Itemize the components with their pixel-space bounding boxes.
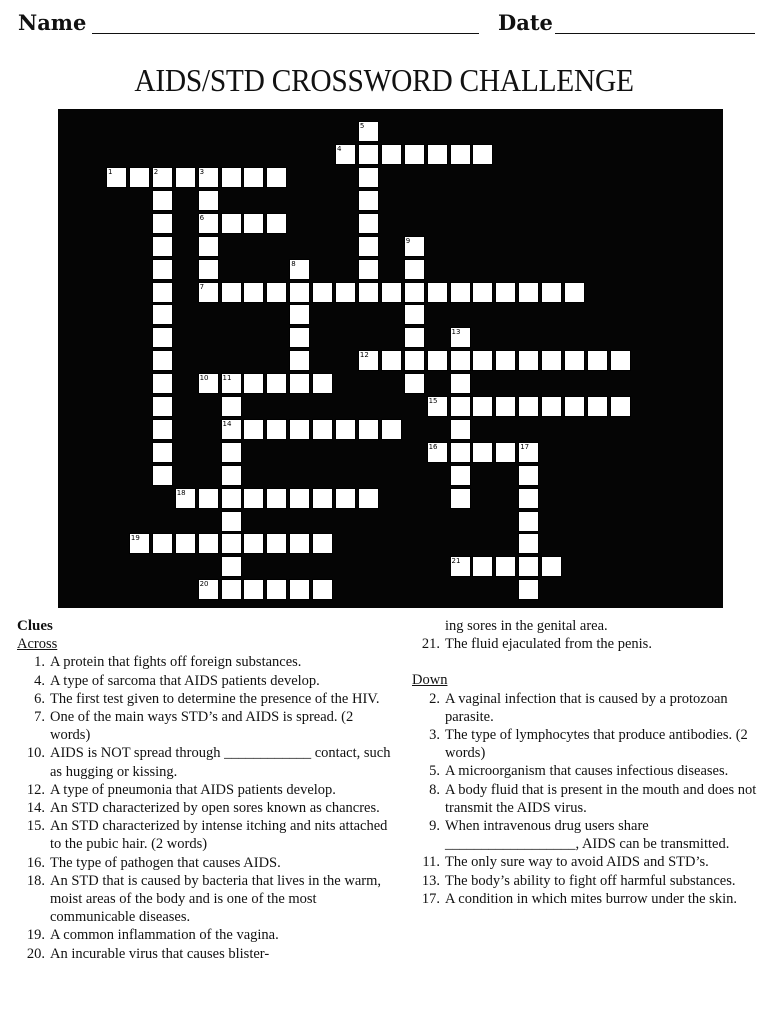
clue-item-text: A common inflammation of the vagina. — [50, 927, 279, 944]
crossword-cell[interactable] — [335, 419, 356, 440]
crossword-cell[interactable] — [198, 167, 219, 188]
crossword-cell[interactable] — [427, 350, 448, 371]
clue-item — [412, 817, 757, 853]
clue-item-text: A microorganism that causes infectious diseases. — [445, 763, 729, 780]
clue-item-number: 8. — [429, 781, 440, 798]
clue-item — [17, 690, 395, 708]
crossword-cell[interactable] — [587, 396, 608, 417]
crossword-cell[interactable] — [358, 236, 379, 257]
date-label: Date — [498, 10, 553, 35]
crossword-cell[interactable] — [152, 282, 173, 303]
crossword-cell[interactable] — [427, 282, 448, 303]
clue-item — [17, 708, 395, 744]
clue-item-text: A protein that fights off foreign substances. — [50, 654, 302, 671]
crossword-cell[interactable] — [175, 488, 196, 509]
crossword-cell[interactable] — [243, 373, 264, 394]
crossword-cell[interactable] — [221, 373, 242, 394]
clue-number: 8 — [291, 259, 296, 268]
clue-item — [17, 653, 395, 671]
down-heading: Down — [412, 672, 448, 689]
clue-item-text: An STD characterized by open sores known as chancres. — [50, 800, 380, 817]
crossword-cell[interactable] — [564, 396, 585, 417]
crossword-cell[interactable] — [243, 533, 264, 554]
crossword-cell[interactable] — [472, 350, 493, 371]
clue-item-number: 14. — [26, 800, 45, 817]
crossword-cell[interactable] — [335, 282, 356, 303]
crossword-cell[interactable] — [381, 350, 402, 371]
clue-item-text: One of the main ways STD’s and AIDS is spread. (2 words) — [50, 709, 354, 744]
crossword-cell[interactable] — [518, 556, 539, 577]
crossword-cell[interactable] — [198, 282, 219, 303]
page-title: AIDS/STD CROSSWORD CHALLENGE — [134, 62, 634, 98]
crossword-cell[interactable] — [266, 579, 287, 600]
crossword-cell[interactable] — [358, 144, 379, 165]
clue-number: 11 — [222, 374, 232, 383]
across-clue-continuation: ing sores in the genital area. — [445, 618, 608, 634]
crossword-cell[interactable] — [312, 533, 333, 554]
crossword-cell[interactable] — [266, 533, 287, 554]
down-clue-list — [412, 690, 757, 908]
clues-column-right — [412, 617, 757, 908]
crossword-cell[interactable] — [450, 488, 471, 509]
crossword-cell[interactable] — [221, 465, 242, 486]
clue-item-number: 1. — [34, 654, 45, 671]
crossword-cell[interactable] — [358, 213, 379, 234]
crossword-cell[interactable] — [472, 556, 493, 577]
crossword-cell[interactable] — [152, 442, 173, 463]
across-clue-list — [17, 653, 395, 962]
crossword-cell[interactable] — [450, 465, 471, 486]
crossword-cell[interactable] — [541, 556, 562, 577]
crossword-cell[interactable] — [266, 213, 287, 234]
crossword-cell[interactable] — [450, 396, 471, 417]
crossword-cell[interactable] — [289, 259, 310, 280]
crossword-cell[interactable] — [381, 419, 402, 440]
clue-item — [17, 744, 395, 780]
crossword-cell[interactable] — [587, 350, 608, 371]
crossword-cell[interactable] — [152, 259, 173, 280]
crossword-cell[interactable] — [129, 167, 150, 188]
clue-item-text: The only sure way to avoid AIDS and STD’s. — [445, 854, 709, 871]
clue-item-number: 3. — [429, 727, 440, 744]
crossword-cell[interactable] — [450, 350, 471, 371]
clue-item — [412, 781, 757, 817]
crossword-cell[interactable] — [450, 144, 471, 165]
clue-item-number: 20. — [26, 945, 45, 962]
clue-item-text: When intravenous drug users share __________________, AIDS can be transmitted. — [445, 818, 730, 853]
clue-item-text: The body’s ability to fight off harmful substances. — [445, 872, 736, 889]
crossword-cell[interactable] — [152, 190, 173, 211]
crossword-cell[interactable] — [266, 282, 287, 303]
name-line[interactable] — [92, 33, 479, 34]
clue-item — [17, 872, 395, 927]
crossword-cell[interactable] — [221, 167, 242, 188]
crossword-cell[interactable] — [152, 465, 173, 486]
clue-item-number: 10. — [26, 745, 45, 762]
clue-number: 1 — [108, 168, 113, 176]
clue-item-number: 21. — [421, 636, 440, 653]
crossword-cell[interactable] — [198, 190, 219, 211]
crossword-cell[interactable] — [152, 419, 173, 440]
crossword-cell[interactable] — [518, 350, 539, 371]
crossword-cell[interactable] — [495, 350, 516, 371]
crossword-cell[interactable] — [404, 259, 425, 280]
clue-item-number: 17. — [421, 890, 440, 907]
crossword-cell[interactable] — [312, 419, 333, 440]
crossword-cell[interactable] — [243, 488, 264, 509]
clue-number: 16 — [428, 442, 438, 451]
clue-item-text: An STD that is caused by bacteria that lives in the warm, moist areas of the body and is one of the most communicable diseases. — [50, 872, 381, 926]
crossword-cell[interactable] — [472, 442, 493, 463]
crossword-cell[interactable] — [175, 533, 196, 554]
crossword-cell[interactable] — [289, 488, 310, 509]
clue-item-number: 15. — [26, 818, 45, 835]
crossword-cell[interactable] — [221, 533, 242, 554]
clue-item-number: 11. — [422, 854, 440, 871]
crossword-cell[interactable] — [289, 304, 310, 325]
crossword-cell[interactable] — [518, 396, 539, 417]
crossword-cell[interactable] — [152, 396, 173, 417]
crossword-cell[interactable] — [541, 396, 562, 417]
crossword-cell[interactable] — [427, 442, 448, 463]
crossword-cell[interactable] — [358, 121, 379, 142]
clue-item — [17, 926, 395, 944]
crossword-cell[interactable] — [221, 579, 242, 600]
crossword-cell[interactable] — [289, 373, 310, 394]
clue-item-text: The fluid ejaculated from the penis. — [445, 636, 652, 653]
crossword-cell[interactable] — [243, 167, 264, 188]
crossword-cell[interactable] — [312, 488, 333, 509]
crossword-cell[interactable] — [289, 579, 310, 600]
crossword-cell[interactable] — [518, 282, 539, 303]
clue-number: 15 — [428, 397, 438, 405]
crossword-cell[interactable] — [289, 327, 310, 348]
clue-number: 14 — [222, 419, 232, 428]
crossword-cell[interactable] — [358, 259, 379, 280]
crossword-cell[interactable] — [106, 167, 127, 188]
crossword-cell[interactable] — [450, 442, 471, 463]
clue-number: 12 — [359, 351, 369, 360]
clue-item-text: AIDS is NOT spread through ____________ contact, such as hugging or kissing. — [50, 745, 391, 780]
clue-item — [17, 799, 395, 817]
clue-item — [412, 726, 757, 762]
name-label: Name — [18, 10, 87, 35]
clue-item — [412, 872, 757, 890]
crossword-cell[interactable] — [266, 488, 287, 509]
crossword-cell[interactable] — [518, 465, 539, 486]
crossword-cell[interactable] — [610, 350, 631, 371]
clues-heading: Clues — [17, 618, 53, 634]
clue-number: 7 — [199, 282, 205, 291]
crossword-cell[interactable] — [404, 350, 425, 371]
clue-number: 19 — [130, 534, 140, 543]
crossword-cell[interactable] — [381, 282, 402, 303]
crossword-cell[interactable] — [198, 488, 219, 509]
date-line[interactable] — [555, 33, 755, 34]
clue-number: 20 — [199, 580, 209, 589]
crossword-cell[interactable] — [358, 419, 379, 440]
clue-item-number: 5. — [429, 763, 440, 780]
crossword-cell[interactable] — [427, 144, 448, 165]
crossword-cell[interactable] — [221, 556, 242, 577]
crossword-cell[interactable] — [221, 419, 242, 440]
crossword-cell[interactable] — [312, 373, 333, 394]
clue-item — [412, 890, 757, 908]
clue-item-text: A condition in which mites burrow under the skin. — [445, 890, 737, 907]
crossword-cell[interactable] — [495, 282, 516, 303]
crossword-cell[interactable] — [198, 579, 219, 600]
clue-item-number: 6. — [34, 690, 45, 707]
crossword-cell[interactable] — [198, 533, 219, 554]
crossword-cell[interactable] — [358, 350, 379, 371]
crossword-cell[interactable] — [335, 488, 356, 509]
crossword-cell[interactable] — [518, 533, 539, 554]
crossword-cell[interactable] — [289, 282, 310, 303]
clue-item-number: 18. — [26, 872, 45, 889]
crossword-cell[interactable] — [404, 236, 425, 257]
crossword-cell[interactable] — [404, 327, 425, 348]
clue-number: 17 — [520, 442, 530, 451]
crossword-cell[interactable] — [450, 373, 471, 394]
clue-number: 2 — [153, 168, 159, 176]
clue-number: 3 — [199, 168, 205, 176]
clue-item — [17, 781, 395, 799]
clue-item-number: 2. — [429, 690, 440, 707]
crossword-cell[interactable] — [518, 511, 539, 532]
clue-item-number: 13. — [421, 872, 440, 889]
crossword-cell[interactable] — [152, 350, 173, 371]
crossword-cell[interactable] — [221, 213, 242, 234]
crossword-cell[interactable] — [518, 579, 539, 600]
crossword-cell[interactable] — [152, 236, 173, 257]
clue-number: 10 — [199, 374, 209, 383]
crossword-cell[interactable] — [221, 282, 242, 303]
crossword-cell[interactable] — [266, 167, 287, 188]
clue-item — [17, 672, 395, 690]
clue-item-text: A type of sarcoma that AIDS patients develop. — [50, 672, 320, 689]
crossword-cell[interactable] — [358, 282, 379, 303]
crossword-cell[interactable] — [152, 213, 173, 234]
crossword-cell[interactable] — [243, 213, 264, 234]
clue-item-number: 19. — [26, 927, 45, 944]
crossword-cell[interactable] — [198, 259, 219, 280]
crossword-cell[interactable] — [152, 167, 173, 188]
crossword-cell[interactable] — [221, 396, 242, 417]
crossword-cell[interactable] — [312, 282, 333, 303]
crossword-cell[interactable] — [472, 396, 493, 417]
crossword-cell[interactable] — [289, 350, 310, 371]
crossword-cell[interactable] — [518, 488, 539, 509]
crossword-grid — [58, 109, 723, 608]
clue-item-number: 4. — [34, 672, 45, 689]
across-heading: Across — [17, 636, 58, 653]
crossword-cell[interactable] — [450, 327, 471, 348]
crossword-cell[interactable] — [518, 442, 539, 463]
crossword-cell[interactable] — [450, 282, 471, 303]
crossword-cell[interactable] — [381, 144, 402, 165]
clue-item-number: 9. — [429, 818, 440, 835]
clue-item-text: A type of pneumonia that AIDS patients develop. — [50, 781, 336, 798]
crossword-cell[interactable] — [198, 213, 219, 234]
crossword-cell[interactable] — [495, 442, 516, 463]
crossword-cell[interactable] — [152, 373, 173, 394]
clue-number: 4 — [337, 145, 342, 154]
clue-number: 18 — [176, 488, 186, 497]
clue-number: 9 — [405, 236, 411, 245]
clue-number: 6 — [199, 213, 205, 222]
crossword-cell[interactable] — [266, 419, 287, 440]
clue-item — [412, 635, 757, 653]
clue-item-text: A vaginal infection that is caused by a protozoan parasite. — [445, 690, 728, 725]
crossword-cell[interactable] — [610, 396, 631, 417]
crossword-cell[interactable] — [129, 533, 150, 554]
clue-item-text: The type of pathogen that causes AIDS. — [50, 854, 281, 871]
crossword-cell[interactable] — [152, 327, 173, 348]
crossword-cell[interactable] — [358, 190, 379, 211]
crossword-cell[interactable] — [358, 167, 379, 188]
crossword-cell[interactable] — [152, 304, 173, 325]
clue-item — [17, 817, 395, 853]
crossword-cell[interactable] — [404, 373, 425, 394]
crossword-cell[interactable] — [541, 282, 562, 303]
crossword-cell[interactable] — [495, 556, 516, 577]
clue-item — [412, 762, 757, 780]
clue-number: 5 — [359, 122, 365, 131]
crossword-cell[interactable] — [404, 304, 425, 325]
crossword-cell[interactable] — [221, 442, 242, 463]
crossword-cell[interactable] — [243, 579, 264, 600]
crossword-cell[interactable] — [450, 556, 471, 577]
clues-column-left — [17, 617, 395, 963]
clue-item — [412, 853, 757, 871]
clue-item-number: 7. — [34, 709, 45, 726]
crossword-cell[interactable] — [450, 419, 471, 440]
crossword-cell[interactable] — [243, 282, 264, 303]
crossword-cell[interactable] — [427, 396, 448, 417]
crossword-cell[interactable] — [564, 350, 585, 371]
clue-item-text: The type of lymphocytes that produce antibodies. (2 words) — [445, 727, 748, 762]
clue-item — [412, 690, 757, 726]
clue-item — [17, 945, 395, 963]
crossword-cell[interactable] — [404, 282, 425, 303]
crossword-cell[interactable] — [289, 533, 310, 554]
across-clue-list-continued — [412, 635, 757, 653]
crossword-cell[interactable] — [312, 579, 333, 600]
crossword-cell[interactable] — [198, 236, 219, 257]
clue-item-number: 12. — [26, 781, 45, 798]
crossword-cell[interactable] — [472, 144, 493, 165]
clue-number: 21 — [451, 557, 461, 566]
crossword-cell[interactable] — [266, 373, 287, 394]
clue-number: 13 — [451, 328, 461, 337]
crossword-cell[interactable] — [289, 419, 310, 440]
clue-item-text: An incurable virus that causes blister- — [50, 945, 270, 962]
crossword-cell[interactable] — [495, 396, 516, 417]
crossword-cell[interactable] — [472, 282, 493, 303]
clue-item-text: An STD characterized by intense itching and nits attached to the pubic hair. (2 words) — [50, 818, 388, 853]
crossword-cell[interactable] — [175, 167, 196, 188]
crossword-cell[interactable] — [221, 511, 242, 532]
crossword-cell[interactable] — [243, 419, 264, 440]
crossword-cell[interactable] — [152, 533, 173, 554]
clue-item-number: 16. — [26, 854, 45, 871]
clue-item-text: A body fluid that is present in the mouth and does not transmit the AIDS virus. — [445, 781, 757, 816]
crossword-cell[interactable] — [358, 488, 379, 509]
crossword-cell[interactable] — [564, 282, 585, 303]
crossword-cell[interactable] — [221, 488, 242, 509]
crossword-cell[interactable] — [404, 144, 425, 165]
crossword-cell[interactable] — [198, 373, 219, 394]
clue-item-text: The first test given to determine the presence of the HIV. — [50, 690, 380, 707]
clue-item — [17, 854, 395, 872]
crossword-cell[interactable] — [335, 144, 356, 165]
crossword-cell[interactable] — [541, 350, 562, 371]
